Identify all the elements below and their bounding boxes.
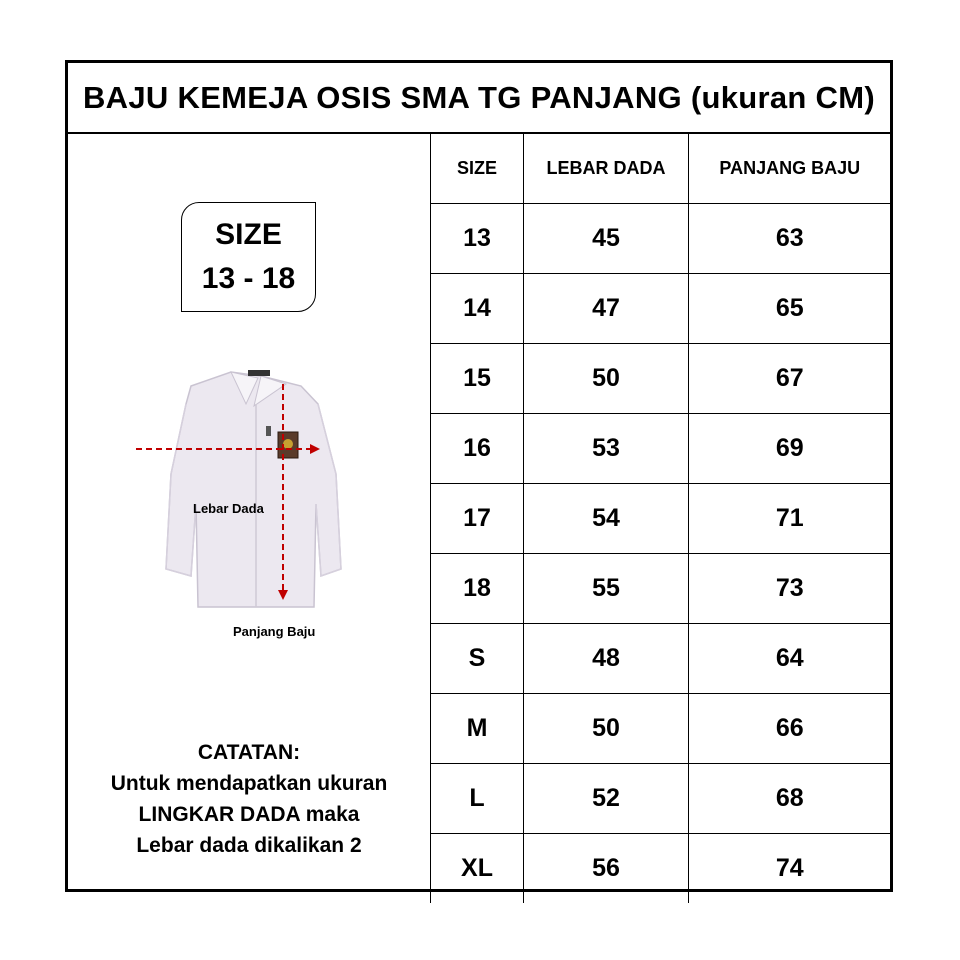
size-chart-frame	[65, 60, 893, 892]
cell-shirt-length: 74	[689, 834, 891, 904]
table-row	[431, 344, 891, 414]
cell-size: S	[431, 624, 524, 694]
cell-shirt-length: 68	[689, 764, 891, 834]
cell-size: 13	[431, 204, 524, 274]
size-badge-range: 13 - 18	[201, 262, 296, 295]
cell-shirt-length: 66	[689, 694, 891, 764]
table-row	[431, 834, 891, 904]
table-row	[431, 204, 891, 274]
page-title: BAJU KEMEJA OSIS SMA TG PANJANG (ukuran CM)	[83, 79, 875, 115]
cell-chest-width: 47	[524, 274, 689, 344]
cell-size: 17	[431, 484, 524, 554]
cell-shirt-length: 65	[689, 274, 891, 344]
cell-chest-width: 50	[524, 694, 689, 764]
cell-size: 14	[431, 274, 524, 344]
table-row	[431, 554, 891, 624]
size-table	[430, 134, 891, 903]
table-row	[431, 694, 891, 764]
table-header-row	[431, 134, 891, 204]
cell-size: XL	[431, 834, 524, 904]
shirt-illustration	[136, 364, 376, 614]
cell-size: 16	[431, 414, 524, 484]
header-size: SIZE	[431, 134, 524, 204]
notes-line: LINGKAR DADA maka	[138, 803, 360, 826]
cell-shirt-length: 71	[689, 484, 891, 554]
cell-size: L	[431, 764, 524, 834]
table-row	[431, 414, 891, 484]
notes-heading: CATATAN:	[197, 741, 301, 764]
cell-shirt-length: 63	[689, 204, 891, 274]
cell-size: 18	[431, 554, 524, 624]
cell-chest-width: 55	[524, 554, 689, 624]
header-shirt-length: PANJANG BAJU	[689, 134, 891, 204]
cell-size: M	[431, 694, 524, 764]
cell-shirt-length: 64	[689, 624, 891, 694]
notes-line: Untuk mendapatkan ukuran	[110, 772, 388, 795]
left-panel	[68, 134, 430, 889]
cell-shirt-length: 67	[689, 344, 891, 414]
cell-chest-width: 48	[524, 624, 689, 694]
cell-shirt-length: 69	[689, 414, 891, 484]
cell-chest-width: 53	[524, 414, 689, 484]
size-badge-label: SIZE	[215, 218, 282, 251]
shirt-length-label: Panjang Baju	[233, 624, 316, 639]
chest-width-label: Lebar Dada	[193, 501, 264, 516]
cell-chest-width: 54	[524, 484, 689, 554]
notes-block	[68, 737, 430, 861]
size-range-badge	[181, 202, 316, 312]
cell-chest-width: 52	[524, 764, 689, 834]
table-row	[431, 764, 891, 834]
header-chest-width: LEBAR DADA	[524, 134, 689, 204]
table-row	[431, 624, 891, 694]
cell-chest-width: 50	[524, 344, 689, 414]
table-row	[431, 484, 891, 554]
cell-size: 15	[431, 344, 524, 414]
cell-shirt-length: 73	[689, 554, 891, 624]
notes-line: Lebar dada dikalikan 2	[136, 834, 362, 857]
cell-chest-width: 45	[524, 204, 689, 274]
title-row	[68, 63, 890, 134]
table-row	[431, 274, 891, 344]
cell-chest-width: 56	[524, 834, 689, 904]
